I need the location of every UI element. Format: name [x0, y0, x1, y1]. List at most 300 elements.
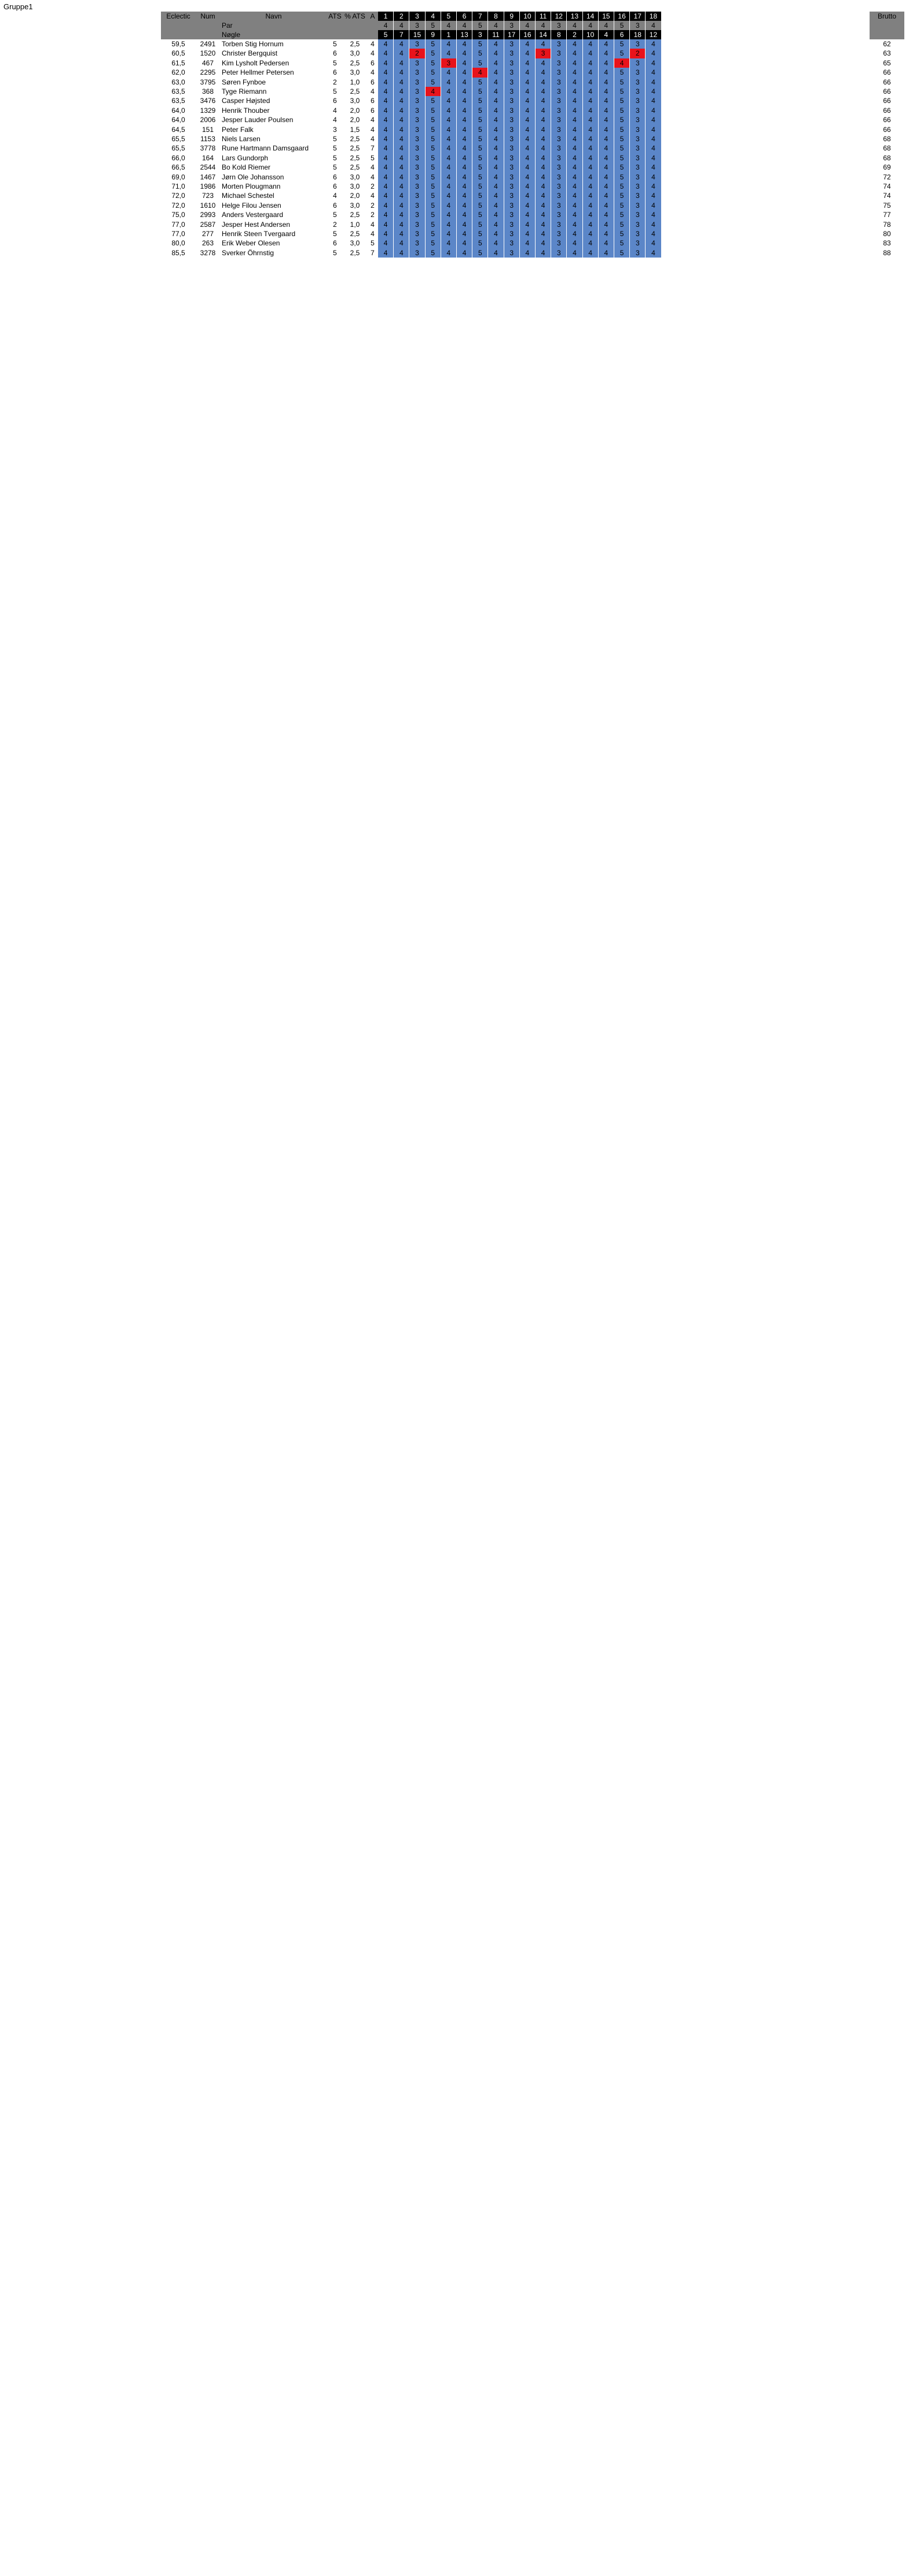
- hole-score: 4: [536, 248, 551, 258]
- ats-value: 2: [333, 220, 337, 229]
- a-value: 4: [371, 49, 375, 58]
- a-value: 7: [371, 144, 375, 153]
- hole-score: 4: [646, 229, 661, 238]
- hole-score: 5: [614, 163, 629, 172]
- hole-score: 4: [378, 220, 393, 229]
- hole-score: 4: [567, 172, 582, 182]
- hole-score: 3: [551, 87, 566, 96]
- table-row: [0, 201, 924, 210]
- pct-ats-value: 3,0: [350, 201, 360, 210]
- hole-score: 5: [426, 49, 441, 58]
- hole-score: 3: [630, 144, 645, 153]
- hole-score: 4: [646, 87, 661, 96]
- hole-score: 4: [599, 78, 614, 87]
- member-number: 1986: [200, 182, 216, 190]
- hole-score: 4: [520, 191, 535, 200]
- noegle-label: Nøgle: [220, 30, 378, 39]
- hole-score: 3: [409, 201, 424, 210]
- hole-score: 4: [441, 68, 456, 77]
- table-row: [0, 87, 924, 96]
- noegle-value: 15: [409, 30, 424, 39]
- hole-score: 4: [583, 39, 598, 49]
- hole-score: 4: [536, 106, 551, 115]
- par-value: 4: [488, 21, 503, 30]
- hole-score: 4: [457, 39, 472, 49]
- eclectic-value: 66,0: [171, 153, 185, 162]
- hole-score: 3: [504, 182, 519, 191]
- hole-score: 5: [426, 220, 441, 229]
- hole-score: 4: [583, 201, 598, 210]
- a-value: 4: [371, 192, 375, 200]
- hole-score: 4: [394, 201, 409, 210]
- hole-score: 4: [441, 115, 456, 124]
- a-value: 6: [371, 58, 375, 67]
- table-row: [0, 106, 924, 115]
- hole-score: 4: [394, 96, 409, 105]
- hole-score: 4: [520, 144, 535, 153]
- hole-score: 4: [599, 238, 614, 248]
- hole-score: 3: [630, 182, 645, 191]
- hole-score: 5: [472, 172, 487, 182]
- hole-score: 3: [409, 125, 424, 134]
- hole-score: 4: [599, 68, 614, 77]
- hole-score: 4: [394, 172, 409, 182]
- hole-score: 4: [583, 248, 598, 258]
- hole-score: 5: [614, 96, 629, 105]
- hole-score: 3: [630, 125, 645, 134]
- hole-score: 5: [472, 153, 487, 163]
- hole-score: 3: [504, 68, 519, 77]
- eclectic-value: 59,5: [171, 40, 185, 48]
- hole-score: 4: [567, 106, 582, 115]
- eclectic-value: 63,0: [171, 78, 185, 86]
- player-name: Lars Gundorph: [222, 153, 269, 162]
- table-row: [0, 238, 924, 248]
- hole-score: 4: [457, 191, 472, 200]
- hole-score: 5: [472, 238, 487, 248]
- noegle-value: 10: [583, 30, 598, 39]
- hole-score: 4: [378, 229, 393, 238]
- ats-value: 2: [333, 78, 337, 86]
- a-value: 5: [371, 153, 375, 162]
- eclectic-value: 64,5: [171, 125, 185, 134]
- hole-score: 4: [583, 68, 598, 77]
- ats-value: 4: [333, 192, 337, 200]
- ats-value: 4: [333, 106, 337, 115]
- ats-value: 5: [333, 135, 337, 143]
- hole-score: 5: [472, 78, 487, 87]
- hole-score: 4: [646, 191, 661, 200]
- hole-score: 4: [599, 39, 614, 49]
- hole-score: 4: [441, 229, 456, 238]
- player-name: Casper Højsted: [222, 97, 270, 105]
- hole-score: 4: [599, 229, 614, 238]
- hole-score: 3: [630, 134, 645, 144]
- hole-score: 4: [599, 201, 614, 210]
- table-row: [0, 210, 924, 219]
- player-name: Helge Filou Jensen: [222, 201, 281, 210]
- hole-score: 3: [551, 115, 566, 124]
- hole-score: 3: [551, 238, 566, 248]
- brutto-value: 88: [883, 248, 891, 257]
- hole-score: 5: [426, 201, 441, 210]
- hole-score: 5: [614, 210, 629, 219]
- a-value: 7: [371, 248, 375, 257]
- hole-score: 5: [614, 191, 629, 200]
- eclectic-value: 72,0: [171, 201, 185, 210]
- hole-number: 14: [583, 12, 598, 21]
- noegle-value: 4: [599, 30, 614, 39]
- hole-score: 5: [426, 191, 441, 200]
- header-hcp: Eclectic: [161, 12, 196, 21]
- hole-score: 4: [567, 201, 582, 210]
- hole-score: 5: [426, 229, 441, 238]
- hole-score: 5: [614, 153, 629, 163]
- hole-number: 12: [551, 12, 566, 21]
- hole-score: 4: [488, 229, 503, 238]
- hole-score: 4: [646, 96, 661, 105]
- brutto-value: 68: [883, 135, 891, 143]
- table-row: [0, 229, 924, 238]
- hole-score: 3: [551, 125, 566, 134]
- player-name: Morten Plougmann: [222, 182, 281, 190]
- hole-score: 4: [457, 115, 472, 124]
- hole-score: 4: [378, 106, 393, 115]
- hole-score: 4: [441, 248, 456, 258]
- hole-score: 5: [472, 248, 487, 258]
- hole-score: 4: [599, 134, 614, 144]
- hole-score: 4: [378, 238, 393, 248]
- hole-score: 3: [409, 191, 424, 200]
- hole-score: 4: [441, 191, 456, 200]
- hole-score: 4: [520, 134, 535, 144]
- hole-score: 4: [520, 39, 535, 49]
- hole-score: 5: [614, 201, 629, 210]
- hole-score: 4: [520, 68, 535, 77]
- hole-score: 4: [646, 144, 661, 153]
- hole-score: 4: [441, 163, 456, 172]
- hole-score: 4: [394, 220, 409, 229]
- hole-score: 3: [504, 39, 519, 49]
- hole-score: 5: [426, 163, 441, 172]
- player-name: Michael Schestel: [222, 192, 274, 200]
- hole-score: 3: [551, 163, 566, 172]
- hole-score: 4: [394, 68, 409, 77]
- hole-score: 3: [551, 96, 566, 105]
- pct-ats-value: 3,0: [350, 97, 360, 105]
- brutto-value: 68: [883, 153, 891, 162]
- hole-score: 4: [488, 191, 503, 200]
- ats-value: 5: [333, 144, 337, 153]
- brutto-value: 63: [883, 49, 891, 58]
- a-value: 6: [371, 97, 375, 105]
- par-value: 4: [567, 21, 582, 30]
- pct-ats-value: 2,0: [350, 192, 360, 200]
- player-name: Jesper Hest Andersen: [222, 220, 291, 229]
- hole-score: 4: [441, 153, 456, 163]
- hole-score: 3: [630, 201, 645, 210]
- hole-score: 5: [426, 58, 441, 68]
- noegle-value: 17: [504, 30, 519, 39]
- member-number: 3278: [200, 248, 216, 257]
- hole-score: 4: [536, 87, 551, 96]
- hole-score: 3: [409, 248, 424, 258]
- hole-score: 4: [457, 68, 472, 77]
- hole-number: 10: [520, 12, 535, 21]
- player-name: Anders Vestergaard: [222, 211, 284, 219]
- hole-score: 4: [536, 78, 551, 87]
- hole-score: 3: [551, 78, 566, 87]
- hole-score: 3: [551, 229, 566, 238]
- hole-score: 3: [630, 238, 645, 248]
- player-name: Tyge Riemann: [222, 87, 267, 95]
- a-value: 6: [371, 78, 375, 86]
- brutto-value: 68: [883, 144, 891, 153]
- noegle-value: 6: [614, 30, 629, 39]
- hole-score: 5: [426, 115, 441, 124]
- hole-score: 3: [504, 201, 519, 210]
- eclectic-value: 61,5: [171, 58, 185, 67]
- hole-score: 4: [457, 125, 472, 134]
- hole-score: 4: [441, 210, 456, 219]
- hole-score: 2: [409, 49, 424, 58]
- hole-score: 4: [646, 125, 661, 134]
- hole-score: 4: [599, 125, 614, 134]
- hole-score: 4: [599, 182, 614, 191]
- hole-score: 3: [409, 58, 424, 68]
- hole-score: 4: [441, 201, 456, 210]
- hole-score: 4: [378, 115, 393, 124]
- pct-ats-value: 2,5: [350, 248, 360, 257]
- hole-number: 16: [614, 12, 629, 21]
- player-name: Christer Bergquist: [222, 49, 278, 58]
- hole-score: 4: [441, 106, 456, 115]
- hole-score: 4: [583, 106, 598, 115]
- hole-score: 3: [504, 78, 519, 87]
- hole-score: 4: [583, 172, 598, 182]
- hole-score: 4: [614, 58, 629, 68]
- brutto-value: 66: [883, 125, 891, 134]
- hole-score: 4: [567, 39, 582, 49]
- hole-score: 4: [378, 58, 393, 68]
- hole-score: 4: [599, 153, 614, 163]
- hole-score: 4: [394, 106, 409, 115]
- hole-score: 3: [551, 191, 566, 200]
- hole-score: 4: [520, 49, 535, 58]
- hole-score: 3: [504, 210, 519, 219]
- hole-score: 4: [599, 49, 614, 58]
- brutto-value: 66: [883, 68, 891, 77]
- hole-score: 5: [472, 144, 487, 153]
- hole-score: 4: [488, 58, 503, 68]
- hole-score: 4: [457, 134, 472, 144]
- hole-score: 4: [646, 153, 661, 163]
- hole-score: 3: [630, 58, 645, 68]
- member-number: 277: [201, 230, 214, 238]
- hole-score: 4: [583, 134, 598, 144]
- member-number: 3778: [200, 144, 216, 153]
- hole-score: 5: [472, 87, 487, 96]
- hole-number: 17: [630, 12, 645, 21]
- hole-score: 4: [567, 153, 582, 163]
- par-value: 4: [394, 21, 409, 30]
- pct-ats-value: 2,5: [350, 230, 360, 238]
- hole-score: 4: [583, 229, 598, 238]
- table-row: [0, 39, 924, 49]
- hole-number: 7: [472, 12, 487, 21]
- ats-value: 5: [333, 58, 337, 67]
- hole-score: 4: [567, 96, 582, 105]
- hole-score: 2: [630, 49, 645, 58]
- member-number: 164: [201, 153, 214, 162]
- hole-score: 5: [426, 39, 441, 49]
- hole-score: 4: [378, 191, 393, 200]
- hole-number: 3: [409, 12, 424, 21]
- hole-score: 4: [567, 229, 582, 238]
- hole-score: 3: [504, 220, 519, 229]
- ats-value: 5: [333, 153, 337, 162]
- hole-score: 4: [567, 163, 582, 172]
- hole-number: 11: [536, 12, 551, 21]
- hole-score: 4: [378, 96, 393, 105]
- hole-score: 3: [504, 134, 519, 144]
- hole-score: 4: [488, 134, 503, 144]
- hole-score: 4: [646, 68, 661, 77]
- group-title: Gruppe1: [3, 2, 33, 11]
- hole-score: 4: [488, 238, 503, 248]
- a-value: 4: [371, 172, 375, 181]
- hole-score: 5: [426, 144, 441, 153]
- hole-score: 3: [551, 106, 566, 115]
- hole-score: 4: [536, 210, 551, 219]
- hole-score: 4: [567, 144, 582, 153]
- hole-score: 3: [409, 182, 424, 191]
- hole-score: 3: [409, 134, 424, 144]
- hole-score: 5: [426, 182, 441, 191]
- player-name: Henrik Thouber: [222, 106, 270, 115]
- hole-score: 4: [394, 39, 409, 49]
- player-name: Kim Lysholt Pedersen: [222, 58, 289, 67]
- hole-score: 4: [457, 58, 472, 68]
- hole-score: 5: [614, 68, 629, 77]
- hole-score: 5: [426, 134, 441, 144]
- hole-score: 3: [409, 68, 424, 77]
- hole-score: 5: [472, 229, 487, 238]
- member-number: 723: [201, 192, 214, 200]
- hole-score: 4: [488, 201, 503, 210]
- hole-score: 5: [614, 78, 629, 87]
- hole-score: 4: [520, 201, 535, 210]
- hole-number: 9: [504, 12, 519, 21]
- hole-score: 3: [504, 163, 519, 172]
- hole-score: 4: [536, 134, 551, 144]
- par-value: 4: [441, 21, 456, 30]
- hole-score: 4: [441, 96, 456, 105]
- hole-score: 4: [599, 144, 614, 153]
- pct-ats-value: 2,5: [350, 135, 360, 143]
- hole-score: 5: [472, 49, 487, 58]
- noegle-value: 16: [520, 30, 535, 39]
- a-value: 2: [371, 201, 375, 210]
- hole-score: 4: [394, 125, 409, 134]
- hole-score: 4: [536, 229, 551, 238]
- hole-score: 4: [488, 153, 503, 163]
- noegle-row: [0, 30, 924, 39]
- hole-score: 3: [630, 248, 645, 258]
- header-row: [0, 12, 924, 21]
- hole-score: 4: [567, 220, 582, 229]
- hole-score: 4: [583, 210, 598, 219]
- brutto-value: 72: [883, 172, 891, 181]
- hole-score: 4: [536, 172, 551, 182]
- hole-number: 2: [394, 12, 409, 21]
- player-name: Rune Hartmann Damsgaard: [222, 144, 309, 153]
- pct-ats-value: 1,0: [350, 220, 360, 229]
- hole-score: 4: [520, 163, 535, 172]
- hole-score: 3: [409, 153, 424, 163]
- hole-score: 3: [409, 78, 424, 87]
- hole-score: 5: [614, 125, 629, 134]
- a-value: 6: [371, 106, 375, 115]
- hole-score: 4: [599, 220, 614, 229]
- hole-score: 3: [409, 172, 424, 182]
- hole-score: 4: [567, 210, 582, 219]
- hole-score: 5: [614, 144, 629, 153]
- hole-score: 4: [378, 68, 393, 77]
- hole-score: 4: [488, 68, 503, 77]
- noegle-brutto-spacer: [870, 30, 904, 39]
- hole-score: 4: [646, 238, 661, 248]
- hole-score: 3: [504, 229, 519, 238]
- hole-score: 4: [599, 96, 614, 105]
- ats-value: 6: [333, 68, 337, 77]
- table-row: [0, 125, 924, 134]
- eclectic-value: 63,5: [171, 87, 185, 95]
- ats-value: 6: [333, 172, 337, 181]
- hole-score: 4: [488, 163, 503, 172]
- hole-score: 3: [409, 163, 424, 172]
- a-value: 4: [371, 230, 375, 238]
- player-name: Niels Larsen: [222, 135, 261, 143]
- hole-score: 4: [646, 49, 661, 58]
- hole-score: 4: [536, 39, 551, 49]
- a-value: 4: [371, 116, 375, 124]
- par-row: [0, 21, 924, 30]
- par-value: 4: [378, 21, 393, 30]
- ats-value: 5: [333, 87, 337, 95]
- par-value: 4: [599, 21, 614, 30]
- pct-ats-value: 2,0: [350, 106, 360, 115]
- hole-score: 3: [630, 87, 645, 96]
- hole-score: 4: [378, 153, 393, 163]
- hole-score: 4: [646, 78, 661, 87]
- hole-score: 5: [426, 248, 441, 258]
- hole-score: 3: [551, 58, 566, 68]
- hole-score: 4: [646, 134, 661, 144]
- hole-score: 4: [457, 229, 472, 238]
- member-number: 2006: [200, 116, 216, 124]
- hole-score: 3: [441, 58, 456, 68]
- hole-score: 4: [567, 134, 582, 144]
- noegle-value: 9: [426, 30, 441, 39]
- hole-score: 4: [441, 134, 456, 144]
- hole-number: 13: [567, 12, 582, 21]
- eclectic-value: 77,0: [171, 230, 185, 238]
- member-number: 467: [201, 58, 214, 67]
- ats-value: 6: [333, 201, 337, 210]
- hole-score: 4: [378, 172, 393, 182]
- hole-score: 4: [520, 248, 535, 258]
